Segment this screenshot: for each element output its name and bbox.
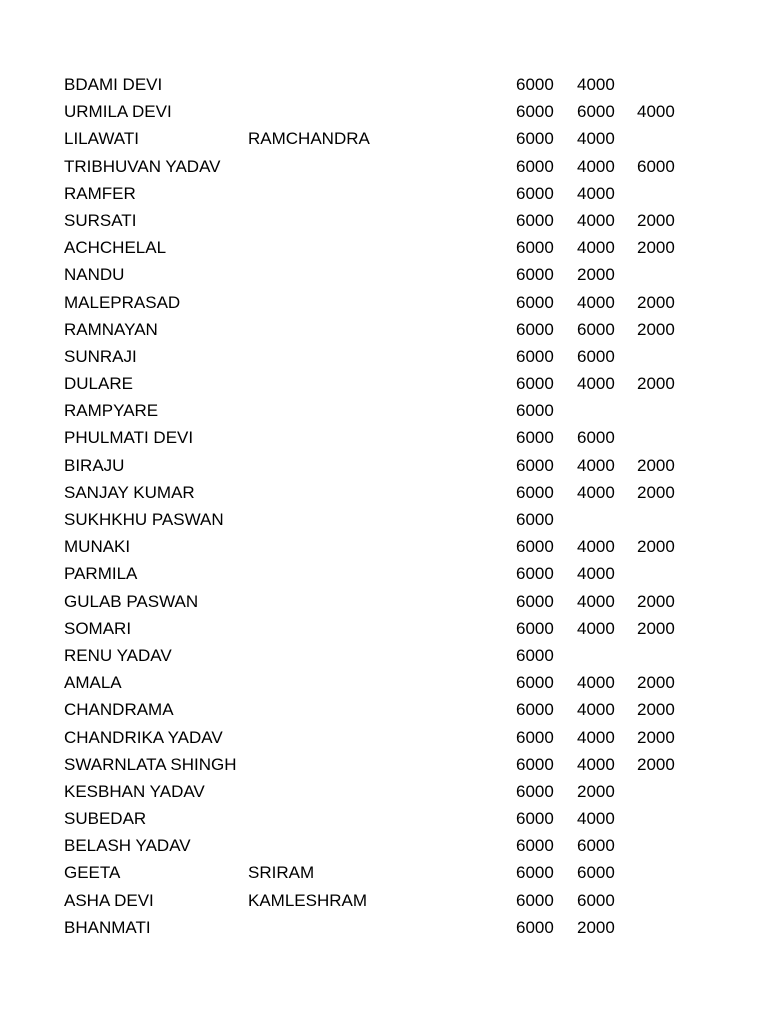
- amount-cell-3: 2000: [637, 210, 675, 230]
- table-row: [64, 859, 704, 886]
- amount-cell-1: 6000: [516, 292, 554, 312]
- amount-cell-2: 4000: [577, 564, 615, 584]
- amount-cell-1: 6000: [516, 428, 554, 448]
- table-row: [64, 696, 704, 723]
- table-row: [64, 941, 704, 968]
- name-cell: TRIBHUVAN YADAV: [64, 156, 221, 176]
- amount-cell-1: 6000: [516, 917, 554, 937]
- amount-cell-2: 4000: [577, 809, 615, 829]
- table-row: [64, 234, 704, 261]
- table-row: [64, 805, 704, 832]
- amount-cell-1: 6000: [516, 75, 554, 94]
- table-row: [64, 452, 704, 479]
- table-row: [64, 506, 704, 533]
- table-row: [64, 533, 704, 560]
- table-row: [64, 669, 704, 696]
- amount-cell-2: 4000: [577, 754, 615, 774]
- name-cell: BHANMATI: [64, 917, 151, 937]
- amount-cell-1: 6000: [516, 564, 554, 584]
- amount-cell-1: 6000: [516, 455, 554, 475]
- name-cell: RAMFER: [64, 183, 136, 203]
- amount-cell-1: 6000: [516, 102, 554, 122]
- amount-cell-1: 6000: [516, 754, 554, 774]
- name-cell: BDAMI DEVI: [64, 75, 163, 94]
- table-row: [64, 343, 704, 370]
- amount-cell-2: 6000: [577, 319, 615, 339]
- table-row: [64, 914, 704, 941]
- amount-cell-1: 6000: [516, 210, 554, 230]
- amount-cell-1: 6000: [516, 863, 554, 883]
- relation-cell: KAMLESHRAM: [248, 890, 368, 910]
- table-row: [64, 289, 704, 316]
- amount-cell-1: 6000: [516, 836, 554, 856]
- amount-cell-1: 6000: [516, 401, 554, 421]
- amount-cell-1: 6000: [516, 156, 554, 176]
- amount-cell-1: 6000: [516, 238, 554, 258]
- amount-cell-1: 6000: [516, 673, 554, 693]
- amount-cell-3: 2000: [637, 700, 675, 720]
- name-cell: ACHCHELAL: [64, 238, 167, 258]
- table-row: [64, 588, 704, 615]
- amount-cell-2: 6000: [577, 102, 615, 122]
- amount-cell-2: 4000: [577, 374, 615, 394]
- name-cell: GULAB PASWAN: [64, 591, 199, 611]
- amount-cell-3: 2000: [637, 319, 675, 339]
- amount-cell-1: 6000: [516, 374, 554, 394]
- table-row: [64, 125, 704, 152]
- amount-cell-2: 6000: [577, 890, 615, 910]
- table-row: [64, 479, 704, 506]
- name-cell: SANJAY KUMAR: [64, 482, 195, 502]
- amount-cell-2: 2000: [577, 265, 615, 285]
- table-row: [64, 71, 704, 98]
- amount-cell-2: 4000: [577, 129, 615, 149]
- amount-cell-1: 6000: [516, 700, 554, 720]
- name-cell: SUKHKHU PASWAN: [64, 510, 224, 529]
- amount-cell-2: 4000: [577, 673, 615, 693]
- amount-cell-3: 2000: [637, 673, 675, 693]
- amount-cell-1: 6000: [516, 809, 554, 829]
- name-cell: GEETA: [64, 863, 121, 883]
- name-cell: SWARNLATA SHINGH: [64, 754, 237, 774]
- amount-cell-3: 2000: [637, 374, 675, 394]
- amount-cell-3: 2000: [637, 455, 675, 475]
- name-cell: DULARE: [64, 374, 133, 394]
- amount-cell-3: 2000: [637, 292, 675, 312]
- amount-cell-1: 6000: [516, 319, 554, 339]
- table-row: [64, 261, 704, 288]
- name-cell: CHANDRAMA: [64, 700, 174, 720]
- amount-cell-1: 6000: [516, 482, 554, 502]
- name-cell: KESBHAN YADAV: [64, 781, 205, 801]
- table-row: [64, 98, 704, 125]
- table-row: [64, 560, 704, 587]
- amount-cell-1: 6000: [516, 183, 554, 203]
- table-row: [64, 751, 704, 778]
- name-cell: RAMPYARE: [64, 401, 159, 421]
- name-cell: RENU YADAV: [64, 645, 172, 665]
- amount-cell-2: 6000: [577, 428, 615, 448]
- name-cell: BELASH YADAV: [64, 836, 191, 856]
- amount-cell-1: 6000: [516, 645, 554, 665]
- amount-cell-2: 4000: [577, 591, 615, 611]
- name-cell: CHANDRIKA YADAV: [64, 727, 223, 747]
- amount-cell-2: 4000: [577, 618, 615, 638]
- amount-cell-2: 6000: [577, 863, 615, 883]
- table-row: [64, 887, 704, 914]
- name-cell: AMALA: [64, 673, 122, 693]
- amount-cell-3: 4000: [637, 102, 675, 122]
- amount-cell-1: 6000: [516, 781, 554, 801]
- amount-cell-1: 6000: [516, 618, 554, 638]
- amount-cell-3: 2000: [637, 591, 675, 611]
- amount-cell-3: 6000: [637, 156, 675, 176]
- amount-cell-2: 4000: [577, 156, 615, 176]
- amount-cell-3: 2000: [637, 482, 675, 502]
- table-row: [64, 778, 704, 805]
- amount-cell-2: 4000: [577, 183, 615, 203]
- amount-cell-1: 6000: [516, 265, 554, 285]
- amount-cell-2: 4000: [577, 455, 615, 475]
- table-row: [64, 724, 704, 751]
- name-cell: PARMILA: [64, 564, 138, 584]
- table-row: [64, 180, 704, 207]
- table-row: [64, 424, 704, 451]
- data-sheet: [64, 71, 704, 968]
- amount-cell-1: 6000: [516, 727, 554, 747]
- relation-cell: RAMCHANDRA: [248, 129, 370, 149]
- table-row: [64, 207, 704, 234]
- name-cell: NANDU: [64, 265, 125, 285]
- name-cell: MALEPRASAD: [64, 292, 181, 312]
- amount-cell-3: 2000: [637, 238, 675, 258]
- name-cell: RAMNAYAN: [64, 319, 158, 339]
- amount-cell-2: 4000: [577, 727, 615, 747]
- amount-cell-2: 4000: [577, 210, 615, 230]
- amount-cell-1: 6000: [516, 346, 554, 366]
- amount-cell-2: 4000: [577, 700, 615, 720]
- amount-cell-3: 2000: [637, 537, 675, 557]
- amount-cell-2: 6000: [577, 836, 615, 856]
- amount-cell-1: 6000: [516, 890, 554, 910]
- table-row: [64, 316, 704, 343]
- name-cell: SURSATI: [64, 210, 137, 230]
- amount-cell-2: 4000: [577, 238, 615, 258]
- name-cell: URMILA DEVI: [64, 102, 172, 122]
- name-cell: LILAWATI: [64, 129, 139, 149]
- amount-cell-2: 4000: [577, 537, 615, 557]
- amount-cell-3: 2000: [637, 754, 675, 774]
- relation-cell: SRIRAM: [248, 863, 315, 883]
- amount-cell-1: 6000: [516, 510, 554, 529]
- name-cell: SUBEDAR: [64, 809, 147, 829]
- table-row: [64, 615, 704, 642]
- name-cell: BIRAJU: [64, 455, 125, 475]
- table-row: [64, 832, 704, 859]
- amount-cell-1: 6000: [516, 129, 554, 149]
- amount-cell-2: 4000: [577, 292, 615, 312]
- name-cell: ASHA DEVI: [64, 890, 154, 910]
- amount-cell-3: 2000: [637, 618, 675, 638]
- amount-cell-2: 4000: [577, 482, 615, 502]
- amount-cell-2: 6000: [577, 346, 615, 366]
- name-cell: SUNRAJI: [64, 346, 137, 366]
- table-row: [64, 153, 704, 180]
- name-cell: MUNAKI: [64, 537, 131, 557]
- table-row: [64, 370, 704, 397]
- amount-cell-1: 6000: [516, 591, 554, 611]
- table-row: [64, 397, 704, 424]
- amount-cell-2: 4000: [577, 75, 615, 94]
- amount-cell-2: 2000: [577, 917, 615, 937]
- table-row: [64, 642, 704, 669]
- amount-cell-3: 2000: [637, 727, 675, 747]
- name-cell: PHULMATI DEVI: [64, 428, 194, 448]
- amount-cell-1: 6000: [516, 537, 554, 557]
- name-cell: SOMARI: [64, 618, 132, 638]
- amount-cell-2: 2000: [577, 781, 615, 801]
